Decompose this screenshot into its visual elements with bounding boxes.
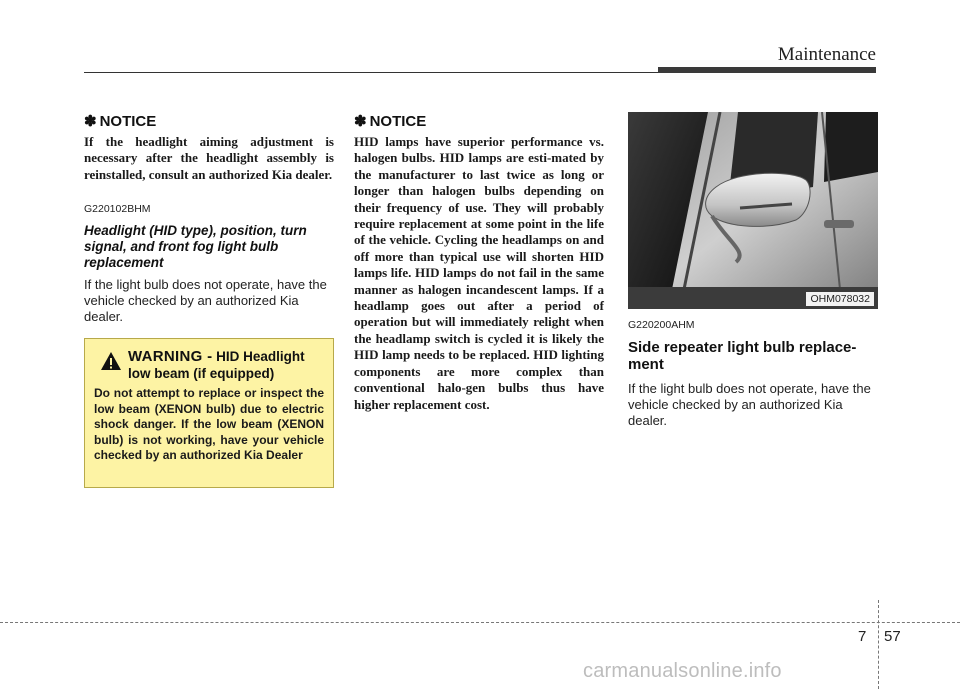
section-subheading: Headlight (HID type), position, turn signal, and front fog light bulb replacement [84, 223, 307, 271]
column-left [84, 112, 334, 325]
notice-text: HID lamps have superior performance vs. halogen bulbs. HID lamps are esti-mated by the manufacturer to last twice as long or longer than halogen bulbs depending on their frequency of use. They will probably require replacement at some point in the life of the vehicle. Cycling the headlamps on and off more than typical use will shorten HID lamps life. HID lamps do not fail in the same manner as halogen incandescent lamps. If a headlamp goes out after a period of operation but will immediately relight when the headlamp switch is cycled it is likely the HID lamp needs to be replaced. HID lighting components are more complex than conventional halo-gen bulbs thus have higher replacement cost. [354, 134, 604, 412]
photo-caption: OHM078032 [806, 292, 874, 306]
section-body: If the light bulb does not operate, have the vehicle checked by an authorized Kia dealer. [84, 277, 327, 325]
warning-box [84, 338, 334, 488]
section-body: If the light bulb does not operate, have the vehicle checked by an authorized Kia dealer. [628, 381, 871, 428]
warning-word: WARNING - [128, 348, 213, 365]
notice-heading [354, 112, 604, 130]
section-code: G220102BHM [84, 203, 151, 216]
notice-label: NOTICE [99, 112, 157, 130]
notice-star-icon: ✽ [84, 113, 97, 130]
page-number: 57 [884, 628, 901, 645]
header-rule-thick [658, 67, 876, 73]
notice-label: NOTICE [369, 112, 427, 130]
section-heading: Side repeater light bulb replace-ment [628, 339, 857, 373]
warning-body: Do not attempt to replace or inspect the low beam (XENON bulb) due to electric shock danger. If the low beam (XENON bulb) is not working, have your vehicle checked by an authorized Kia Dealer [94, 386, 324, 463]
warning-triangle-icon [100, 351, 122, 371]
column-right [628, 112, 878, 429]
section-code: G220200AHM [628, 319, 695, 331]
header-rule-thin [84, 72, 664, 73]
chapter-number: 7 [858, 628, 867, 645]
notice-heading [84, 112, 334, 130]
notice-star-icon: ✽ [354, 113, 367, 130]
watermark: carmanualsonline.info [583, 660, 782, 682]
warning-heading [94, 349, 324, 382]
header-title: Maintenance [777, 44, 876, 65]
footer-divider [878, 600, 879, 689]
side-mirror-photo [628, 112, 878, 309]
notice-text: If the headlight aiming adjustment is necessary after the headlight assembly is reinstalled, consult an authorized Kia dealer. [84, 134, 334, 182]
column-middle [354, 112, 604, 413]
warning-title: HID Headlight low beam (if equipped) [128, 349, 305, 381]
side-mirror-illustration [628, 112, 878, 309]
footer-rule [0, 622, 960, 623]
